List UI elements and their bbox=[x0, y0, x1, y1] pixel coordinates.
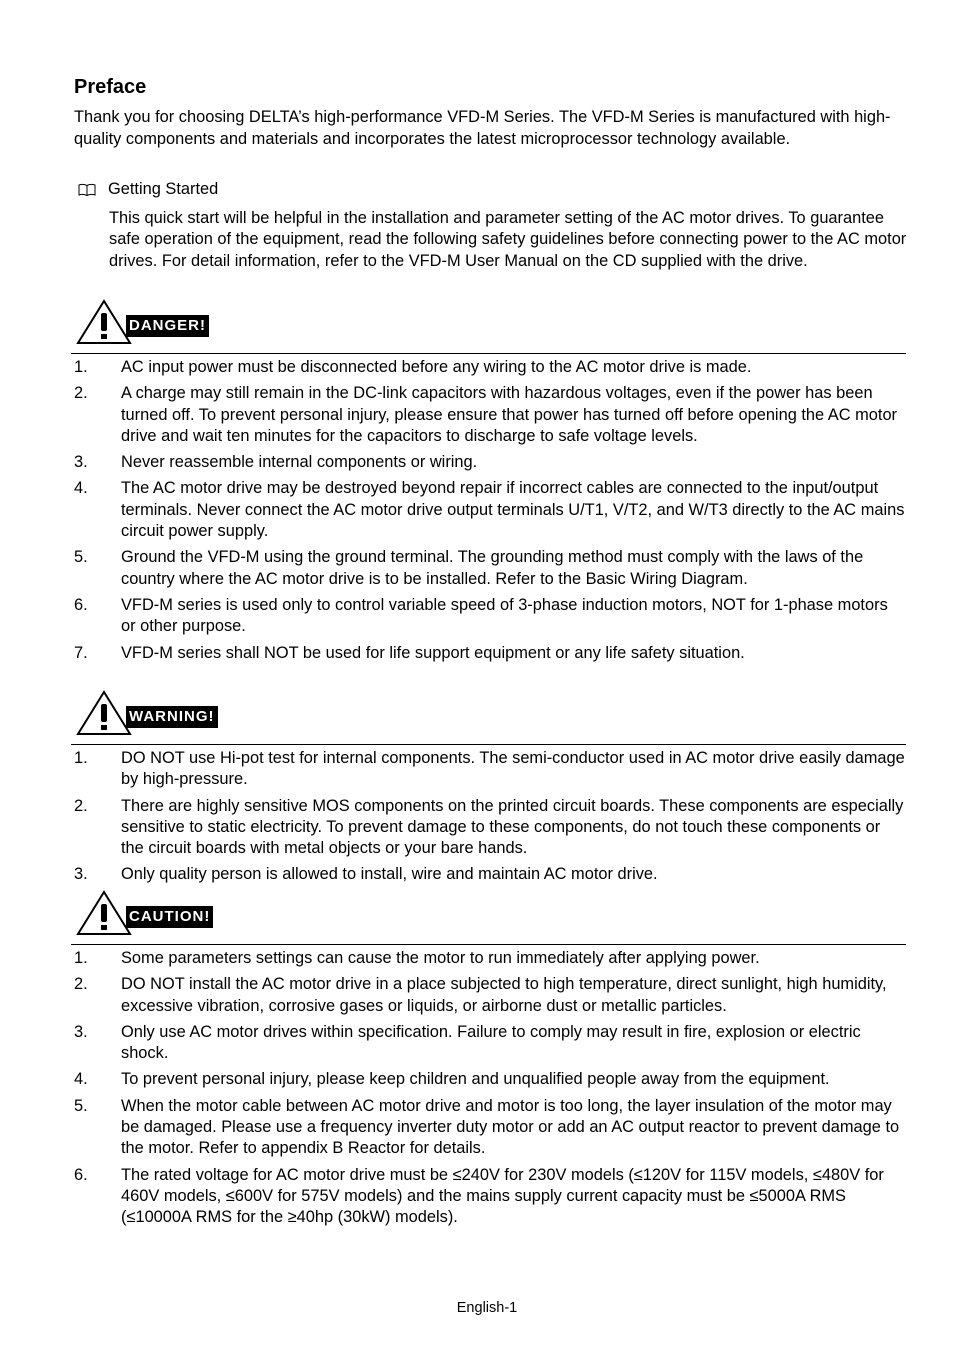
list-item-text: The AC motor drive may be destroyed beyond repair if incorrect cables are connected to the input/output terminals. Never connect the AC motor drive output terminals U/T1, V/T2, and W/T3 directly to the AC mains circuit power supply. bbox=[121, 479, 905, 541]
list-item-number: 5. bbox=[74, 548, 88, 567]
caution-list bbox=[74, 948, 906, 1234]
warning-list bbox=[74, 748, 906, 891]
warning-list-item bbox=[74, 796, 906, 860]
list-item-number: 1. bbox=[74, 949, 88, 967]
list-item-text: To prevent personal injury, please keep children and unqualified people away from the equipment. bbox=[121, 1070, 830, 1089]
caution-divider bbox=[71, 944, 906, 945]
caution-label: CAUTION! bbox=[126, 906, 213, 928]
list-item-text: When the motor cable between AC motor drive and motor is too long, the layer insulation of the motor may be damaged. Please use a frequency inverter duty motor or add an AC output reactor to prevent damage to the motor. Refer to appendix B Reactor for details. bbox=[121, 1096, 900, 1158]
warning-sign bbox=[76, 690, 218, 736]
danger-sign bbox=[76, 299, 209, 345]
list-item-text: DO NOT install the AC motor drive in a place subjected to high temperature, direct sunlight, high humidity, excessive vibration, corrosive gases or liquids, or airborne dust or metallic particles. bbox=[121, 975, 887, 1015]
warning-list-item bbox=[74, 864, 906, 885]
list-item-text: Only use AC motor drives within specification. Failure to comply may result in fire, explosion or electric shock. bbox=[121, 1022, 861, 1063]
caution-list-item bbox=[74, 974, 906, 1017]
danger-list-item bbox=[74, 357, 906, 378]
danger-list-item bbox=[74, 595, 906, 638]
warning-list-item bbox=[74, 748, 906, 791]
caution-sign bbox=[76, 890, 213, 936]
caution-list-item bbox=[74, 1022, 906, 1065]
caution-list-item bbox=[74, 1165, 906, 1229]
danger-list-item bbox=[74, 547, 906, 590]
list-item-text: There are highly sensitive MOS components on the printed circuit boards. These components are especially sensitive to static electricity. To prevent damage to these components, do not touch these components or the circuit boards with metal objects or your bare hands. bbox=[121, 796, 904, 858]
list-item-text: DO NOT use Hi-pot test for internal components. The semi-conductor used in AC motor drive easily damage by high-pressure. bbox=[121, 749, 905, 789]
caution-list-item bbox=[74, 1096, 906, 1160]
list-item-number: 6. bbox=[74, 595, 88, 614]
list-item-text: VFD-M series is used only to control variable speed of 3-phase induction motors, NOT for 1-phase motors or other purpose. bbox=[121, 595, 888, 636]
warning-triangle-icon bbox=[76, 690, 132, 736]
getting-started-text: This quick start will be helpful in the installation and parameter setting of the AC motor drives. To guarantee safe operation of the equipment, read the following safety guidelines before connecting power to the AC motor drives. For detail information, refer to the VFD-M User Manual on the CD supplied with the drive. bbox=[109, 209, 907, 270]
warning-triangle-icon bbox=[76, 299, 132, 345]
danger-divider bbox=[71, 353, 906, 354]
getting-started-heading bbox=[78, 179, 218, 200]
intro-paragraph: Thank you for choosing DELTA’s high-performance VFD-M Series. The VFD-M Series is manufactured with high-quality components and materials and incorporates the latest microprocessor technology available. bbox=[74, 108, 891, 148]
danger-list-item bbox=[74, 643, 906, 664]
warning-triangle-icon bbox=[76, 890, 132, 936]
list-item-text: VFD-M series shall NOT be used for life support equipment or any life safety situation. bbox=[121, 643, 745, 662]
danger-list-item bbox=[74, 452, 906, 473]
caution-list-item bbox=[74, 1069, 906, 1090]
caution-list-item bbox=[74, 948, 906, 969]
list-item-number: 3. bbox=[74, 865, 88, 884]
list-item-number: 2. bbox=[74, 975, 88, 994]
list-item-number: 5. bbox=[74, 1096, 88, 1115]
list-item-number: 2. bbox=[74, 384, 88, 403]
danger-list bbox=[74, 357, 906, 669]
book-icon bbox=[78, 183, 96, 197]
warning-label: WARNING! bbox=[126, 706, 218, 728]
list-item-number: 4. bbox=[74, 479, 88, 498]
page-title: Preface bbox=[74, 76, 147, 98]
list-item-text: Ground the VFD-M using the ground terminal. The grounding method must comply with the laws of the country where the AC motor drive is to be installed. Refer to the Basic Wiring Diagram. bbox=[121, 548, 864, 588]
list-item-number: 2. bbox=[74, 796, 88, 815]
list-item-text: AC input power must be disconnected before any wiring to the AC motor drive is made. bbox=[121, 358, 752, 376]
warning-divider bbox=[71, 744, 906, 745]
list-item-number: 7. bbox=[74, 643, 88, 662]
danger-list-item bbox=[74, 478, 906, 542]
list-item-text: Never reassemble internal components or wiring. bbox=[121, 453, 478, 472]
danger-label: DANGER! bbox=[126, 315, 209, 337]
list-item-text: The rated voltage for AC motor drive must be ≤240V for 230V models (≤120V for 115V models, ≤480V for 460V models, ≤600V for 575V models) and the mains supply current capacity must be ≤5000A RMS (≤10000A RMS for the ≥40hp (30kW) models). bbox=[121, 1165, 884, 1227]
list-item-number: 3. bbox=[74, 453, 88, 472]
list-item-number: 1. bbox=[74, 749, 88, 767]
list-item-number: 6. bbox=[74, 1165, 88, 1184]
getting-started-label: Getting Started bbox=[108, 180, 219, 198]
list-item-number: 4. bbox=[74, 1070, 88, 1089]
list-item-text: A charge may still remain in the DC-link capacitors with hazardous voltages, even if the power has been turned off. To prevent personal injury, please ensure that power has turned off before opening the AC motor drive and wait ten minutes for the capacitors to discharge to safe voltage levels. bbox=[121, 384, 898, 445]
page-footer: English-1 bbox=[456, 1300, 518, 1316]
list-item-text: Only quality person is allowed to install, wire and maintain AC motor drive. bbox=[121, 865, 658, 884]
danger-list-item bbox=[74, 383, 906, 447]
list-item-number: 1. bbox=[74, 358, 88, 376]
list-item-text: Some parameters settings can cause the motor to run immediately after applying power. bbox=[121, 949, 760, 967]
list-item-number: 3. bbox=[74, 1022, 88, 1041]
